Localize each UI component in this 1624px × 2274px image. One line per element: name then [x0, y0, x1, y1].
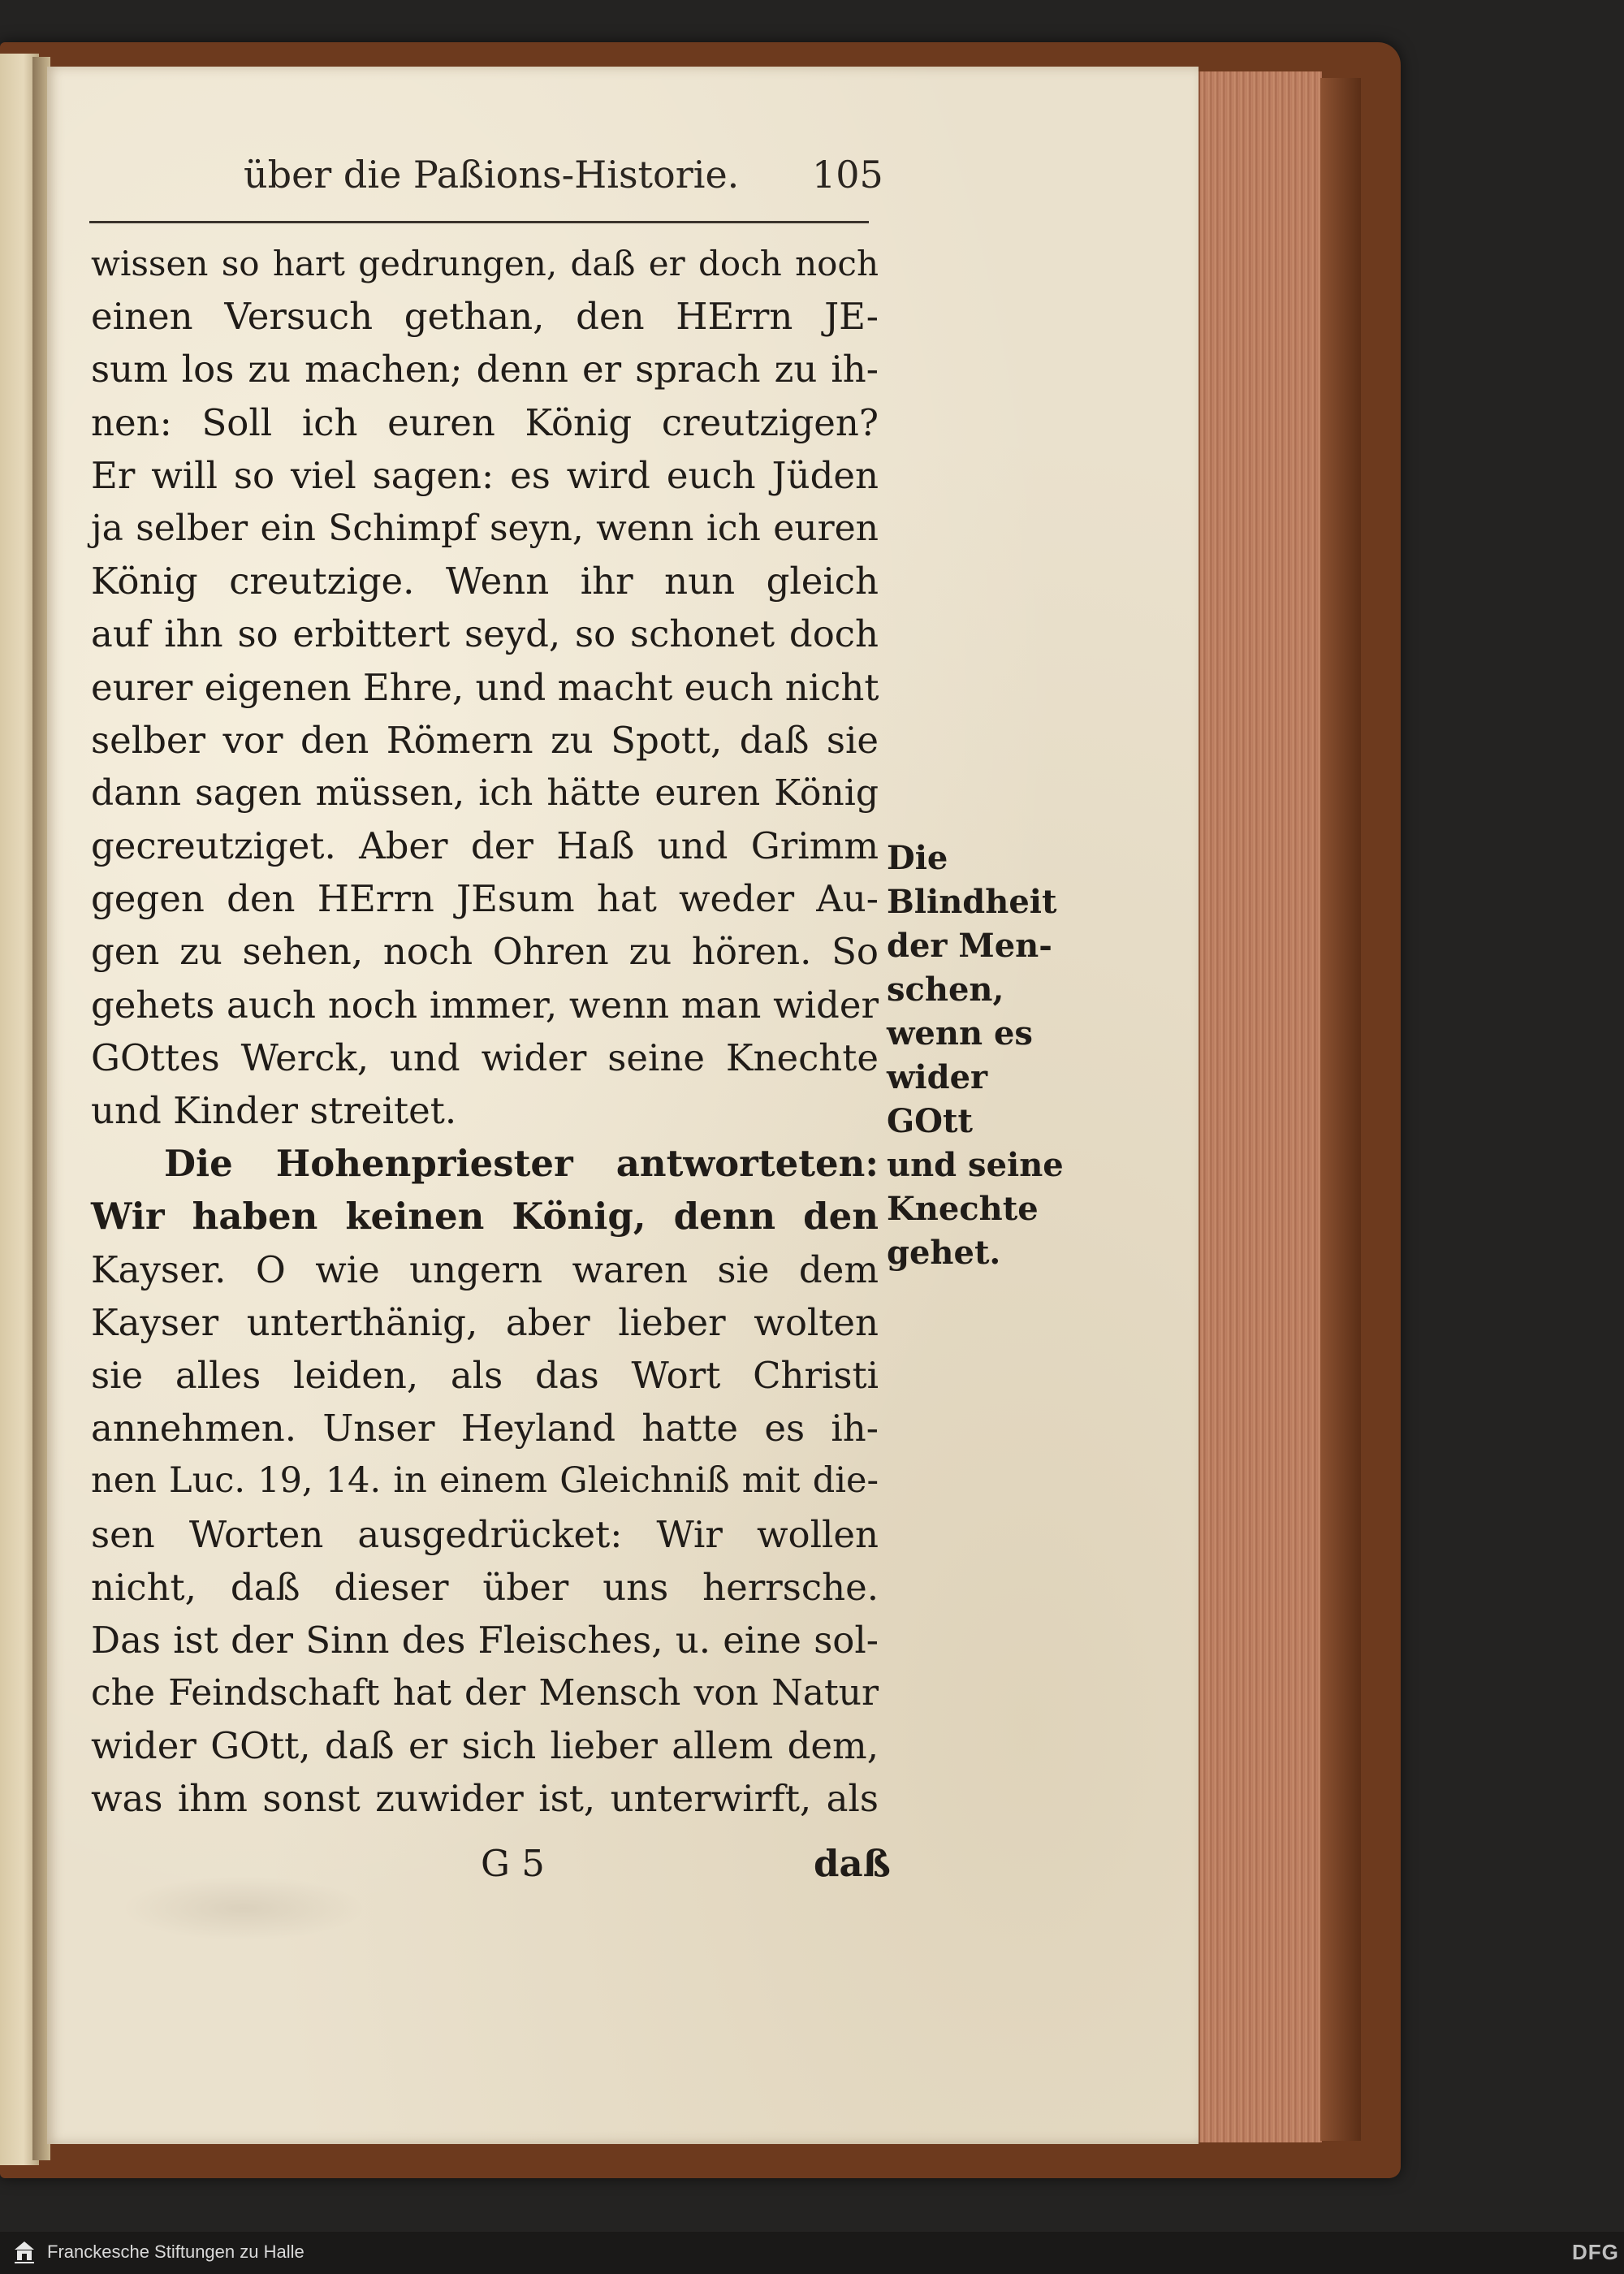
text-line: gegen den HErrn JEsum hat weder Au-: [91, 877, 879, 921]
institution-logo-icon: [10, 2238, 39, 2268]
text-line: gecreutziget. Aber der Haß und Grimm: [91, 824, 879, 868]
show-through-text: [893, 520, 1080, 658]
text-line: sen Worten ausgedrücket: Wir wollen: [91, 1512, 879, 1556]
text-line: che Feindschaft hat der Mensch von Natur: [91, 1672, 879, 1714]
marginal-line: wider: [887, 1058, 988, 1096]
text-line: gen zu sehen, noch Ohren zu hören. So: [91, 930, 879, 974]
header-rule: [89, 221, 869, 223]
text-line: Wir haben keinen König, denn den: [91, 1195, 879, 1239]
marginal-line: Die: [887, 839, 948, 877]
catchword: daß: [814, 1842, 891, 1885]
signature-mark: G 5: [481, 1842, 545, 1885]
marginal-line: Blindheit: [887, 883, 1057, 921]
page-fore-edge: [1199, 71, 1322, 2142]
body-text: [91, 237, 879, 1826]
marginal-line: und seine: [887, 1146, 1064, 1184]
text-line: nen Luc. 19, 14. in einem Gleichniß mit die-: [91, 1460, 879, 1502]
cover-edge: [1320, 78, 1361, 2141]
marginal-line: GOtt: [887, 1102, 973, 1140]
marginal-line: der Men-: [887, 927, 1052, 965]
marginal-line: Knechte: [887, 1190, 1039, 1228]
marginal-line: schen,: [887, 971, 1004, 1009]
footer-institution: Franckesche Stiftungen zu Halle: [47, 2242, 304, 2262]
text-line: Er will so viel sagen: es wird euch Jüden: [91, 453, 879, 497]
text-line: dann sagen müssen, ich hätte euren König: [91, 772, 879, 814]
text-line: Kayser unterthänig, aber lieber wolten: [91, 1300, 879, 1344]
text-line: wider GOtt, daß er sich lieber allem dem,: [91, 1724, 879, 1768]
text-line: Das ist der Sinn des Fleisches, u. eine sol-: [91, 1618, 879, 1662]
dfg-logo: DFG: [1572, 2240, 1619, 2264]
text-line: sum los zu machen; denn er sprach zu ih-: [91, 348, 879, 391]
text-line: ja selber ein Schimpf seyn, wenn ich euren: [91, 507, 879, 549]
marginal-note: [887, 837, 1064, 1275]
text-line: gehets auch noch immer, wenn man wider: [91, 983, 879, 1027]
text-line: wissen so hart gedrungen, daß er doch noch: [91, 244, 879, 283]
text-line: was ihm sonst zuwider ist, unterwirft, als: [91, 1777, 879, 1821]
marginal-line: gehet.: [887, 1234, 1001, 1272]
text-line: annehmen. Unser Heyland hatte es ih-: [91, 1407, 879, 1450]
text-line: Kayser. O wie ungern waren sie dem: [91, 1247, 879, 1291]
text-line: nicht, daß dieser über uns herrsche.: [91, 1565, 879, 1609]
text-line: eurer eigenen Ehre, und macht euch nicht: [91, 665, 879, 709]
text-line: auf ihn so erbittert seyd, so schonet doch: [91, 612, 879, 656]
text-line: nen: Soll ich euren König creutzigen?: [91, 400, 879, 444]
text-line: Die Hohenpriester antworteten:: [164, 1142, 879, 1186]
text-line: sie alles leiden, als das Wort Christi: [91, 1353, 879, 1397]
text-line: GOttes Werck, und wider seine Knechte: [91, 1035, 879, 1079]
text-line: einen Versuch gethan, den HErrn JE-: [91, 295, 879, 339]
text-line: und Kinder streitet.: [91, 1089, 457, 1132]
page-number: 105: [812, 153, 883, 197]
text-line: König creutzige. Wenn ihr nun gleich: [91, 560, 879, 603]
running-head: über die Paßions-Historie.: [244, 153, 740, 197]
marginal-line: wenn es: [887, 1014, 1033, 1053]
show-through-stain: [122, 1876, 365, 1941]
text-line: selber vor den Römern zu Spott, daß sie: [91, 718, 879, 762]
